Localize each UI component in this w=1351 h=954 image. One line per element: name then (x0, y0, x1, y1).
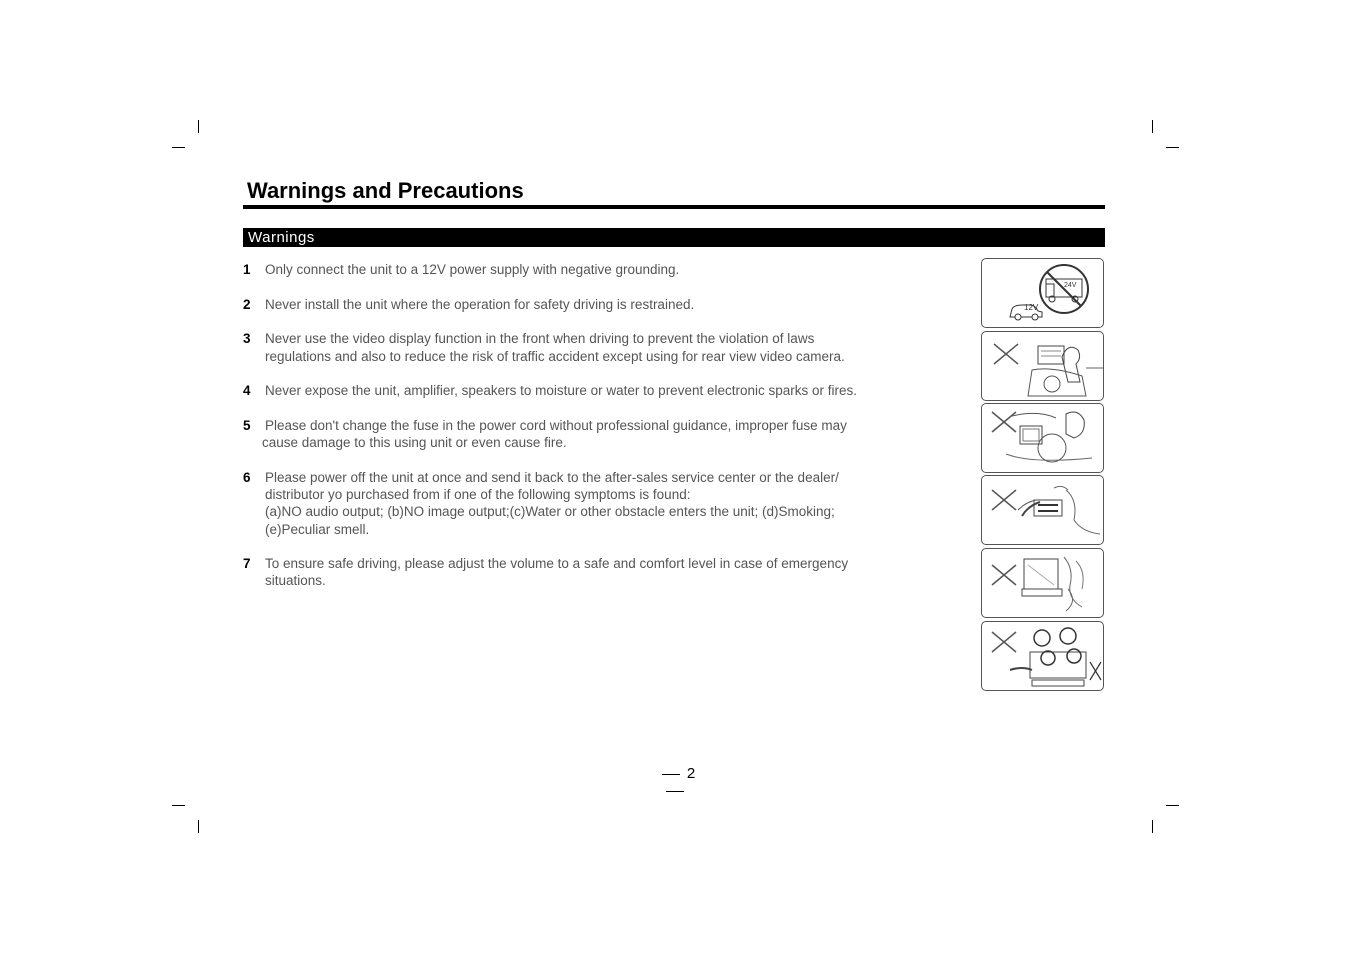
page-number-value: 2 (686, 765, 696, 782)
crop-mark-top-left-h (172, 147, 185, 148)
title-rule (243, 205, 1105, 209)
item-text: distributor yo purchased from if one of the following symptoms is found: (265, 487, 691, 502)
no-water-exposure-icon (981, 475, 1104, 545)
item-text: Please power off the unit at once and send it back to the after-sales service center or the dealer/ (265, 470, 839, 485)
page-number-dash-left (662, 774, 680, 775)
page-number (640, 765, 710, 799)
page-title: Warnings and Precautions (247, 178, 524, 203)
item-number: 6 (243, 470, 251, 485)
crop-mark-bottom-right-v (1152, 820, 1153, 833)
item-text: regulations and also to reduce the risk of traffic accident except using for rear view video camera. (265, 349, 845, 364)
item-number: 1 (243, 262, 251, 277)
item-text: Never expose the unit, amplifier, speakers to moisture or water to prevent electronic sparks or fires. (265, 383, 858, 398)
crop-mark-top-right-v (1152, 120, 1153, 133)
no-driver-distraction-icon (981, 331, 1104, 401)
no-24v-truck-icon (981, 258, 1104, 328)
item-text: (e)Peculiar smell. (265, 522, 370, 537)
page-number-dash-right (666, 791, 684, 792)
fig-label-12v: 12V (1024, 303, 1039, 312)
item-number: 5 (243, 418, 251, 433)
item-number: 3 (243, 331, 251, 346)
section-label: Warnings (248, 229, 315, 246)
item-number: 7 (243, 556, 251, 571)
section-header (243, 228, 1105, 247)
item-text: Please don't change the fuse in the power cord without professional guidance, improper fuse may (265, 418, 847, 433)
crop-mark-top-right-h (1166, 147, 1179, 148)
malfunction-smoke-icon (981, 621, 1104, 691)
item-text: cause damage to this using unit or even cause fire. (262, 435, 567, 450)
item-text: To ensure safe driving, please adjust the volume to a safe and comfort level in case of emergency (265, 556, 849, 571)
crop-mark-bottom-left-h (172, 805, 185, 806)
no-video-while-driving-icon (981, 403, 1104, 473)
crop-mark-bottom-left-v (198, 820, 199, 833)
item-text: Never install the unit where the operation for safety driving is restrained. (265, 297, 695, 312)
item-text: (a)NO audio output; (b)NO image output;(c)Water or other obstacle enters the unit; (d)Smoking; (265, 504, 835, 519)
item-number: 4 (243, 383, 251, 398)
item-text: situations. (265, 573, 326, 588)
item-text: Only connect the unit to a 12V power supply with negative grounding. (265, 262, 680, 277)
crop-mark-bottom-right-h (1166, 805, 1179, 806)
item-number: 2 (243, 297, 251, 312)
no-fuse-tampering-icon (981, 548, 1104, 618)
fig-label-24v: 24V (1064, 282, 1077, 289)
item-text: Never use the video display function in the front when driving to prevent the violation of laws (265, 331, 815, 346)
crop-mark-top-left-v (198, 120, 199, 133)
